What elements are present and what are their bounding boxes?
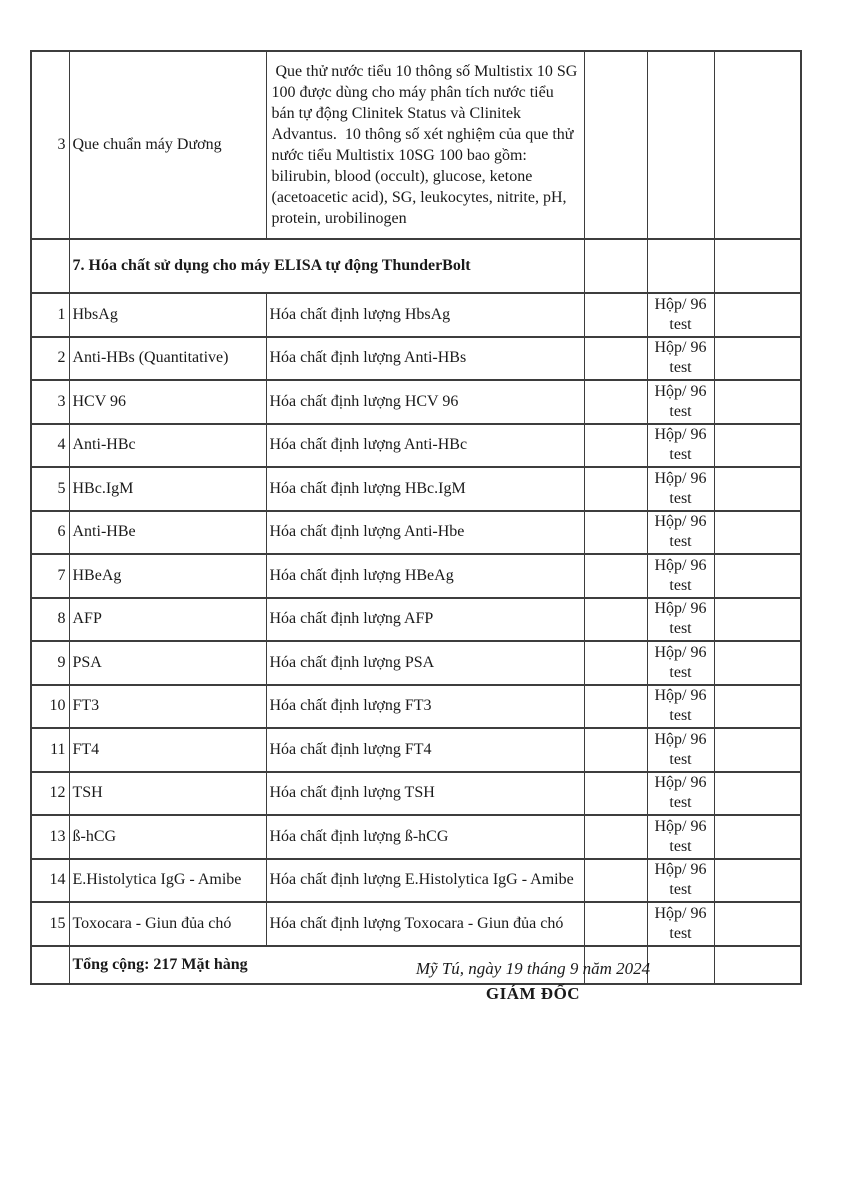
item-name-cell: HBeAg <box>69 554 266 598</box>
quantity-cell <box>584 467 647 511</box>
table-row <box>31 424 801 468</box>
item-description-cell: Hóa chất định lượng E.Histolytica IgG - Amibe <box>266 859 584 903</box>
table-row <box>31 685 801 729</box>
item-name-cell: ß-hCG <box>69 815 266 859</box>
item-description-cell: Que thử nước tiểu 10 thông số Multistix 10 SG 100 được dùng cho máy phân tích nước tiểu bán tự động Clinitek Status và Clinitek Advantus. 10 thông số xét nghiệm của que thử nước tiểu Multistix 10SG 100 bao gồm: bilirubin, blood (occult), glucose, ketone (acetoacetic acid), SG, leukocytes, nitrite, pH, protein, urobilinogen <box>266 51 584 239</box>
supplies-table <box>30 50 802 985</box>
unit-cell: Hộp/ 96 test <box>647 859 714 903</box>
note-cell <box>714 728 801 772</box>
note-cell <box>714 424 801 468</box>
item-description-cell: Hóa chất định lượng AFP <box>266 598 584 642</box>
table-row <box>31 641 801 685</box>
row-number-cell: 10 <box>31 685 69 729</box>
unit-cell: Hộp/ 96 test <box>647 337 714 381</box>
item-name-cell: HbsAg <box>69 293 266 337</box>
note-cell <box>714 467 801 511</box>
item-name-cell: Que chuẩn máy Dương <box>69 51 266 239</box>
item-description-cell: Hóa chất định lượng HCV 96 <box>266 380 584 424</box>
item-description-cell: Hóa chất định lượng PSA <box>266 641 584 685</box>
table-row <box>31 467 801 511</box>
row-number-cell: 12 <box>31 772 69 816</box>
item-name-cell: AFP <box>69 598 266 642</box>
quantity-cell <box>584 554 647 598</box>
unit-cell: Hộp/ 96 test <box>647 815 714 859</box>
unit-cell: Hộp/ 96 test <box>647 554 714 598</box>
table-row <box>31 554 801 598</box>
quantity-cell <box>584 380 647 424</box>
item-name-cell: E.Histolytica IgG - Amibe <box>69 859 266 903</box>
item-description-cell: Hóa chất định lượng Anti-HBc <box>266 424 584 468</box>
note-cell <box>714 511 801 555</box>
item-description-cell: Hóa chất định lượng Anti-Hbe <box>266 511 584 555</box>
section-title: 7. Hóa chất sử dụng cho máy ELISA tự động ThunderBolt <box>69 239 584 293</box>
item-name-cell: FT4 <box>69 728 266 772</box>
item-description-cell: Hóa chất định lượng HbsAg <box>266 293 584 337</box>
quantity-cell <box>584 685 647 729</box>
unit-cell <box>647 239 714 293</box>
item-name-cell: Anti-HBs (Quantitative) <box>69 337 266 381</box>
unit-cell: Hộp/ 96 test <box>647 685 714 729</box>
quantity-cell <box>584 859 647 903</box>
note-cell <box>714 859 801 903</box>
item-name-cell: Anti-HBe <box>69 511 266 555</box>
section-header-row <box>31 239 801 293</box>
note-cell <box>714 772 801 816</box>
item-name-cell: Anti-HBc <box>69 424 266 468</box>
row-number-cell: 13 <box>31 815 69 859</box>
note-cell <box>714 554 801 598</box>
table-row <box>31 337 801 381</box>
table-row <box>31 815 801 859</box>
quantity-cell <box>584 239 647 293</box>
note-cell <box>714 815 801 859</box>
note-cell <box>714 293 801 337</box>
quantity-cell <box>584 902 647 946</box>
quantity-cell <box>584 511 647 555</box>
unit-cell: Hộp/ 96 test <box>647 641 714 685</box>
row-number-cell: 5 <box>31 467 69 511</box>
note-cell <box>714 239 801 293</box>
item-description-cell: Hóa chất định lượng FT4 <box>266 728 584 772</box>
item-name-cell: PSA <box>69 641 266 685</box>
quantity-cell <box>584 293 647 337</box>
item-name-cell: TSH <box>69 772 266 816</box>
unit-cell <box>647 51 714 239</box>
table-row <box>31 598 801 642</box>
item-name-cell: HCV 96 <box>69 380 266 424</box>
quantity-cell <box>584 337 647 381</box>
row-number-cell <box>31 239 69 293</box>
unit-cell: Hộp/ 96 test <box>647 902 714 946</box>
item-description-cell: Hóa chất định lượng FT3 <box>266 685 584 729</box>
quantity-cell <box>584 815 647 859</box>
row-number-cell <box>31 946 69 984</box>
note-cell <box>714 902 801 946</box>
note-cell <box>714 337 801 381</box>
quantity-cell <box>584 728 647 772</box>
unit-cell: Hộp/ 96 test <box>647 511 714 555</box>
row-number-cell: 3 <box>31 51 69 239</box>
row-number-cell: 2 <box>31 337 69 381</box>
date-line: Mỹ Tú, ngày 19 tháng 9 năm 2024 <box>415 959 651 978</box>
item-description-cell: Hóa chất định lượng HBc.IgM <box>266 467 584 511</box>
note-cell <box>714 641 801 685</box>
note-cell <box>714 685 801 729</box>
row-number-cell: 6 <box>31 511 69 555</box>
quantity-cell <box>584 424 647 468</box>
unit-cell: Hộp/ 96 test <box>647 772 714 816</box>
row-number-cell: 4 <box>31 424 69 468</box>
item-description-cell: Hóa chất định lượng Toxocara - Giun đủa chó <box>266 902 584 946</box>
director-title: GIÁM ĐỐC <box>485 984 581 1003</box>
row-number-cell: 3 <box>31 380 69 424</box>
carryover-item-row <box>31 51 801 239</box>
quantity-cell <box>584 51 647 239</box>
item-description-cell: Hóa chất định lượng ß-hCG <box>266 815 584 859</box>
unit-cell: Hộp/ 96 test <box>647 424 714 468</box>
unit-cell: Hộp/ 96 test <box>647 380 714 424</box>
row-number-cell: 14 <box>31 859 69 903</box>
unit-cell: Hộp/ 96 test <box>647 598 714 642</box>
signature-block <box>233 956 833 1006</box>
unit-cell: Hộp/ 96 test <box>647 293 714 337</box>
unit-cell: Hộp/ 96 test <box>647 728 714 772</box>
quantity-cell <box>584 772 647 816</box>
total-label: Tổng cộng: 217 Mặt hàng <box>69 946 584 984</box>
item-description-cell: Hóa chất định lượng TSH <box>266 772 584 816</box>
note-cell <box>714 380 801 424</box>
table-row <box>31 728 801 772</box>
row-number-cell: 9 <box>31 641 69 685</box>
item-name-cell: Toxocara - Giun đủa chó <box>69 902 266 946</box>
row-number-cell: 15 <box>31 902 69 946</box>
item-description-cell: Hóa chất định lượng Anti-HBs <box>266 337 584 381</box>
item-name-cell: FT3 <box>69 685 266 729</box>
table-row <box>31 859 801 903</box>
row-number-cell: 1 <box>31 293 69 337</box>
unit-cell: Hộp/ 96 test <box>647 467 714 511</box>
quantity-cell <box>584 598 647 642</box>
item-name-cell: HBc.IgM <box>69 467 266 511</box>
row-number-cell: 7 <box>31 554 69 598</box>
item-description-cell: Hóa chất định lượng HBeAg <box>266 554 584 598</box>
note-cell <box>714 51 801 239</box>
table-row <box>31 902 801 946</box>
table-row <box>31 380 801 424</box>
quantity-cell <box>584 641 647 685</box>
note-cell <box>714 598 801 642</box>
table-row <box>31 772 801 816</box>
row-number-cell: 8 <box>31 598 69 642</box>
table-row <box>31 293 801 337</box>
table-row <box>31 511 801 555</box>
row-number-cell: 11 <box>31 728 69 772</box>
